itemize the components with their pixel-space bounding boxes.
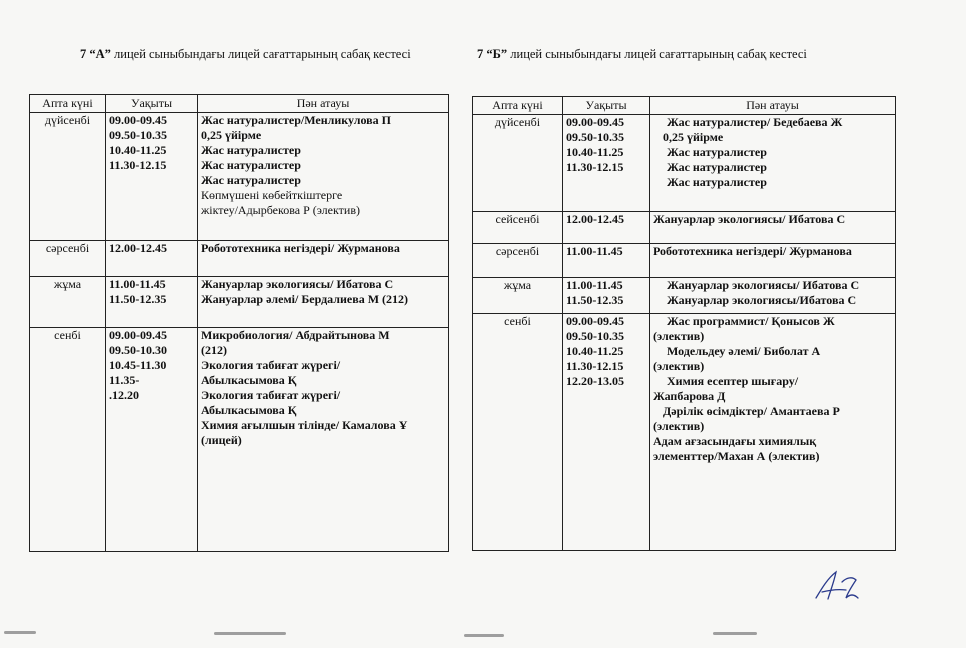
schedule-title-7b — [477, 47, 807, 62]
subject-line: Абылкасымова Қ — [201, 403, 297, 417]
day-cell: дүйсенбі — [473, 115, 563, 212]
subject-cell — [650, 314, 896, 551]
subject-cell — [650, 115, 896, 212]
signature-mark — [812, 568, 862, 604]
time-slot: 09.00-09.45 — [566, 115, 624, 129]
day-cell: дүйсенбі — [30, 113, 106, 241]
time-cell — [563, 278, 650, 314]
time-slot: 09.50-10.35 — [566, 130, 624, 144]
subject-line: Жануарлар әлемі/ Бердалиева М (212) — [201, 292, 409, 306]
title-7b-class: 7 “Б” — [477, 47, 508, 61]
header-day: Апта күні — [30, 95, 106, 113]
header-subject: Пән атауы — [198, 95, 449, 113]
header-time: Уақыты — [106, 95, 198, 113]
subject-line: Робототехника негіздері/ Журманова — [201, 241, 400, 255]
table-header-row — [473, 97, 896, 115]
scan-smudge — [464, 634, 504, 637]
time-slot: 09.00-09.45 — [566, 314, 624, 328]
time-cell — [563, 115, 650, 212]
subject-line: 0,25 үйірме — [201, 128, 262, 142]
time-cell — [563, 314, 650, 551]
table-row — [473, 212, 896, 244]
subject-line: Жануарлар экологиясы/ Ибатова С — [667, 278, 860, 292]
header-time: Уақыты — [563, 97, 650, 115]
day-cell: сенбі — [30, 328, 106, 552]
time-slot: 09.50-10.35 — [566, 329, 624, 343]
subject-cell — [198, 328, 449, 552]
time-slot: 12.20-13.05 — [566, 374, 624, 388]
subject-cell — [198, 113, 449, 241]
subject-cell — [198, 241, 449, 277]
header-subject: Пән атауы — [650, 97, 896, 115]
subject-line: Экология табиғат жүрегі/ — [201, 388, 341, 402]
subject-cell — [650, 278, 896, 314]
subject-line: Жануарлар экологиясы/ Ибатова С — [201, 277, 394, 291]
day-cell: сәрсенбі — [473, 244, 563, 278]
time-slot: 09.00-09.45 — [109, 113, 167, 127]
title-7b-text: лицей сыныбындағы лицей сағаттарының сабақ кестесі — [507, 47, 807, 61]
time-slot: 11.35- — [109, 373, 140, 387]
time-slot: 11.30-12.15 — [566, 359, 624, 373]
subject-line: Жас натуралистер — [667, 175, 767, 189]
scan-smudge — [713, 632, 757, 635]
time-slot: 12.00-12.45 — [566, 212, 624, 226]
time-slot: 10.45-11.30 — [109, 358, 167, 372]
subject-cell — [198, 277, 449, 328]
subject-cell — [650, 212, 896, 244]
time-slot: 12.00-12.45 — [109, 241, 167, 255]
day-cell: сейсенбі — [473, 212, 563, 244]
subject-line: Адам ағзасындағы химиялық — [653, 434, 817, 448]
day-cell: сенбі — [473, 314, 563, 551]
subject-line: 0,25 үйірме — [663, 130, 724, 144]
time-slot: 11.00-11.45 — [109, 277, 166, 291]
time-slot: 11.00-11.45 — [566, 278, 623, 292]
subject-line: (лицей) — [201, 433, 242, 447]
time-cell — [106, 241, 198, 277]
subject-line: Дәрілік өсімдіктер/ Амантаева Р — [663, 404, 840, 418]
scan-smudge — [4, 631, 36, 634]
subject-line: Жануарлар экологиясы/ Ибатова С — [653, 212, 846, 226]
time-slot: 09.50-10.30 — [109, 343, 167, 357]
title-7a-class: 7 “А” — [80, 47, 111, 61]
table-row — [473, 115, 896, 212]
schedule-table-7a — [29, 94, 449, 552]
subject-line: Химия есептер шығару/ — [667, 374, 799, 388]
subject-line: Жас натуралистер — [201, 143, 301, 157]
subject-line: Абылкасымова Қ — [201, 373, 297, 387]
subject-line: Модельдеу әлемі/ Биболат А — [667, 344, 821, 358]
time-cell — [563, 244, 650, 278]
table-row — [473, 314, 896, 551]
subject-line: Химия ағылшын тілінде/ Камалова Ұ — [201, 418, 408, 432]
time-cell — [106, 277, 198, 328]
subject-line: Робототехника негіздері/ Журманова — [653, 244, 852, 258]
subject-line: Жас натуралистер — [667, 145, 767, 159]
time-cell — [106, 328, 198, 552]
table-row — [30, 241, 449, 277]
subject-line: Жапбарова Д — [653, 389, 726, 403]
time-slot: 11.50-12.35 — [109, 292, 167, 306]
subject-line: (электив) — [653, 419, 705, 433]
subject-cell — [650, 244, 896, 278]
time-slot: 09.00-09.45 — [109, 328, 167, 342]
schedule-title-7a — [80, 47, 411, 62]
subject-line: Жас натуралистер — [201, 158, 301, 172]
day-cell: сәрсенбі — [30, 241, 106, 277]
subject-line: Микробиология/ Абдрайтынова М — [201, 328, 390, 342]
time-slot: 10.40-11.25 — [566, 344, 624, 358]
subject-line: Көпмүшені көбейткіштерге — [201, 188, 343, 202]
day-cell: жұма — [30, 277, 106, 328]
subject-line: Жас программист/ Қонысов Ж — [667, 314, 835, 328]
header-day: Апта күні — [473, 97, 563, 115]
subject-line: Жас натуралистер — [201, 173, 301, 187]
scan-smudge — [214, 632, 286, 635]
table-row — [30, 328, 449, 552]
time-slot: 10.40-11.25 — [566, 145, 624, 159]
time-slot: 09.50-10.35 — [109, 128, 167, 142]
time-slot: 11.30-12.15 — [109, 158, 167, 172]
time-slot: 11.30-12.15 — [566, 160, 624, 174]
time-slot: 11.00-11.45 — [566, 244, 623, 258]
time-slot: 10.40-11.25 — [109, 143, 167, 157]
day-cell: жұма — [473, 278, 563, 314]
subject-line: (электив) — [653, 359, 705, 373]
title-7a-text: лицей сыныбындағы лицей сағаттарының сабақ кестесі — [110, 47, 411, 61]
subject-line: жіктеу/Адырбекова Р (электив) — [201, 203, 360, 217]
table-row — [30, 277, 449, 328]
subject-line: Жас натуралистер — [667, 160, 767, 174]
time-slot: .12.20 — [109, 388, 139, 402]
time-cell — [106, 113, 198, 241]
table-row — [473, 244, 896, 278]
subject-line: (212) — [201, 343, 227, 357]
time-cell — [563, 212, 650, 244]
subject-line: элементтер/Махан А (электив) — [653, 449, 820, 463]
table-row — [473, 278, 896, 314]
subject-line: Жас натуралистер/ Бедебаева Ж — [667, 115, 843, 129]
subject-line: (электив) — [653, 329, 705, 343]
subject-line: Экология табиғат жүрегі/ — [201, 358, 341, 372]
schedule-table-7b — [472, 96, 896, 551]
subject-line: Жас натуралистер/Менликулова П — [201, 113, 391, 127]
table-row — [30, 113, 449, 241]
table-header-row — [30, 95, 449, 113]
subject-line: Жануарлар экологиясы/Ибатова С — [667, 293, 857, 307]
time-slot: 11.50-12.35 — [566, 293, 624, 307]
